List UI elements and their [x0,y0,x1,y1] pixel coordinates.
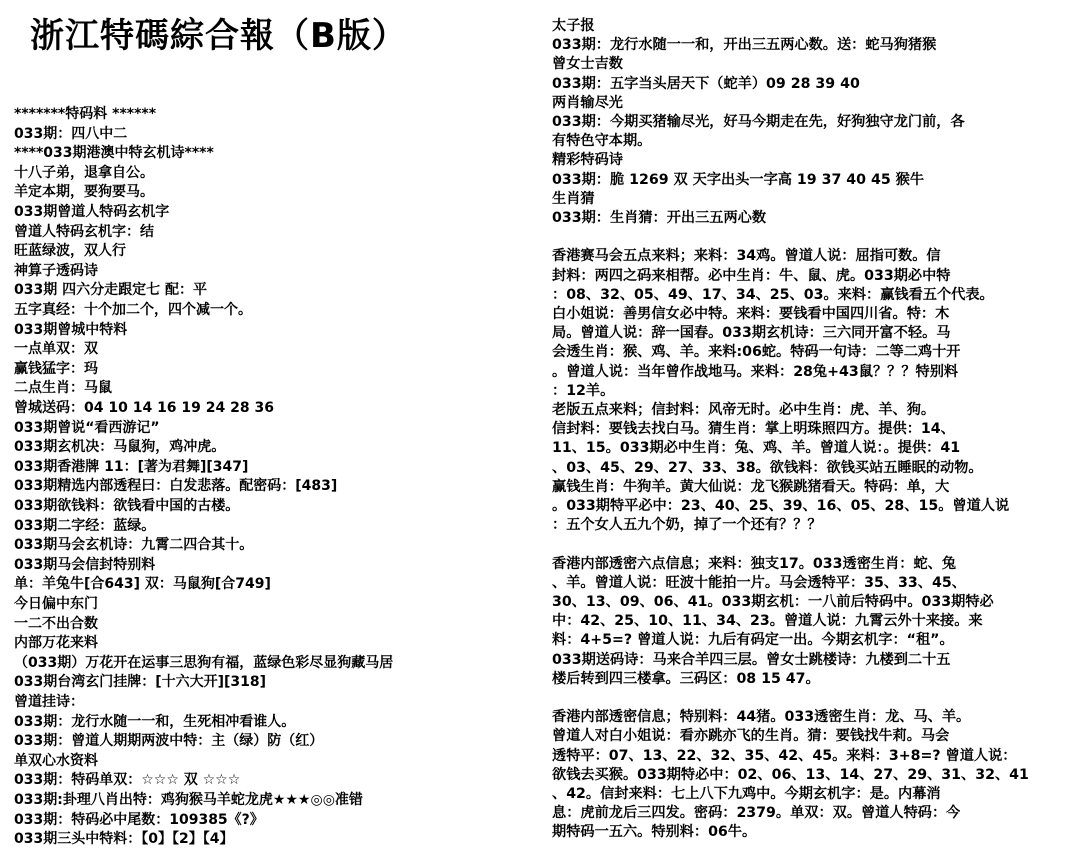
right-text-line: 料：4+5=? 曾道人说：九后有码定一出。今期玄机字：“租”。 [552,632,954,649]
right-text-line: 、42。信封来料：七上八下九鸡中。今期玄机字：是。内幕消 [552,786,941,802]
left-text-line: 今日偏中东门 [14,596,98,612]
left-text-line: 一二不出合数 [14,615,98,632]
right-text-line: 033期：脆 1269 双 天字出头一字高 19 37 40 45 猴牛 [552,171,925,188]
right-text-line: 欲钱去买猴。033期特必中：02、06、13、14、27、29、31、32、41 [552,766,1029,783]
right-text-line: ：12羊。 [552,382,615,399]
right-text-line: 有特色守本期。 [552,133,652,150]
right-text-line: 30、13、09、06、41。033期玄机：一八前后特码中。033期特必 [552,594,994,610]
right-text-line: 。033期特平必中：23、40、25、39、16、05、28、15。曾道人说 [552,498,1010,514]
right-text-line: 信封料：要钱去找白马。猜生肖：掌上明珠照四方。提供：14、 [552,421,955,438]
right-text-line: 033期：龙行水随一一和，开出三五两心数。送：蛇马狗猪猴 [552,37,937,54]
left-text-line: 033期：曾道人期期两波中特：主（绿）防（红） [14,733,324,750]
right-text-line: ：08、32、05、49、17、34、25、03。来料：赢钱看五个代表。 [552,286,994,303]
right-text-line: 局。曾道人说：辞一国春。033期玄机诗：三六同开富不轻。马 [552,325,951,342]
right-text-line: 。曾道人说：当年曾作战地马。来料：28兔+43鼠？？？特别料 [552,363,959,380]
right-text-line: 、03、45、29、27、33、38。欲钱料：欲钱买站五睡眠的动物。 [552,459,983,476]
right-text-line: 033期送码诗：马来合羊四三层。曾女士跳楼诗：九楼到二十五 [552,651,951,668]
right-text-line: 两肖输尽光 [552,94,623,111]
right-text-line: 息：虎前龙后三四发。密码：2379。单双：双。曾道人特码：今 [552,805,961,822]
left-text-line: 033期欲钱料：欲钱看中国的古楼。 [14,498,240,514]
right-text-line: 033期：今期买猪输尽光，好马今期走在先，好狗独守龙门前，各 [552,114,965,130]
right-text-line: 封料：两四之码来相帮。必中生肖：牛、鼠、虎。033期必中特 [552,267,951,284]
right-text-line: 曾道人对白小姐说：看亦跳亦飞的生肖。猜：要钱找牛莉。马会 [552,728,950,745]
right-text-line: 中：42、25、10、11、34、23。曾道人说：九霄云外十来接。来 [552,613,983,630]
left-text-line: 单：羊兔牛[合643] 双：马鼠狗[合749] [14,576,271,593]
left-text-line: 033期：特码单双：☆☆☆ 双 ☆☆☆ [14,772,241,789]
left-text-line: 033期曾城中特料 [14,321,128,338]
left-text-line: 033期马会玄机诗：九霄二四合其十。 [14,537,254,554]
left-text-line: *******特码料 ****** [14,106,157,122]
right-text-line: ：五个女人五九个奶，掉了一个还有？？？ [552,517,822,534]
left-text-line: 五字真经：十个加二个，四个减一个。 [14,302,252,318]
left-text-line: 033期 四六分走跟定七 配：平 [14,282,207,299]
left-text-line: 曾道人特码玄机字：结 [14,223,154,240]
right-text-line: 生肖猜 [552,190,595,207]
right-text-line: 期特码一五六。特别料：06牛。 [552,824,757,841]
right-text-line: 11、15。033期必中生肖：兔、鸡、羊。曾道人说：。提供：41 [552,440,961,457]
right-text-line: 老版五点来料；信封料：风帝无时。必中生肖：虎、羊、狗。 [552,402,936,418]
left-text-line: 033期马会信封特别料 [14,556,156,573]
left-text-line: 单双心水资料 [14,752,98,769]
left-text-line: 十八子弟，退拿自公。 [14,164,154,181]
left-text-line: （033期）万花开在运事三思狗有福，蓝绿色彩尽显狗藏马居 [14,654,394,671]
right-text-line: 香港内部透密信息；特别料：44猪。033透密生肖：龙、马、羊。 [552,709,971,726]
left-text-line: 033期二字经：蓝绿。 [14,517,156,534]
right-text-line: 曾女士吉数 [552,56,623,73]
left-text-line: 033期精选内部透程曰：白发悲落。配密码：[483] [14,478,338,495]
left-text-line: 旺蓝绿波，双人行 [14,243,126,260]
right-text-line: 033期：生肖猜：开出三五两心数 [552,210,767,226]
right-text-line: 赢钱生肖：牛狗羊。黄大仙说：龙飞猴跳猪看天。特码：单，大 [552,478,950,495]
left-text-line: 二点生肖：马鼠 [14,380,112,397]
right-text-line: 香港内部透密六点信息；来料：独支17。033透密生肖：蛇、兔 [552,555,957,572]
left-text-line: 033期:卦理八肖出特：鸡狗猴马羊蛇龙虎★★★◎◎准错 [14,792,363,808]
right-text-line: 透特平：07、13、22、32、35、42、45。来料：3+8=? 曾道人说： [552,747,1017,764]
left-text-line: 033期：龙行水随一一和，生死相冲看谁人。 [14,713,296,730]
right-text-line: 楼后转到四三楼拿。三码区：08 15 47。 [552,670,820,687]
left-text-line: ****033期港澳中特玄机诗**** [14,145,214,162]
right-text-line: 会透生肖：猴、鸡、羊。来料:06蛇。特码一句诗：二等二鸡十开 [552,344,961,361]
left-text-line: 神算子透码诗 [14,262,98,279]
left-text-line: 033期三头中特料：【0】【2】【4】 [14,831,234,848]
left-text-line: 033期台湾玄门挂牌：[十六大开][318] [14,674,267,691]
left-text-line: 一点单双：双 [14,341,98,358]
left-text-line: 033期：特码必中尾数：109385《?》 [14,811,264,828]
left-text-line: 033期玄机决：马鼠狗，鸡冲虎。 [14,439,226,456]
right-text-line: 白小姐说：善男信女必中特。来料：要钱看中国四川省。特：木 [552,306,950,322]
right-text-line: 精彩特码诗 [552,152,623,169]
page-title: 浙江特碼綜合報（B版） [30,16,407,56]
left-text-line: 曾道挂诗： [14,694,84,710]
left-text-line: 033期曾说“看西游记” [14,419,160,436]
left-text-line: 033期香港牌 11：[著为君舞][347] [14,458,249,475]
left-text-line: 033期曾道人特码玄机字 [14,204,170,220]
right-text-line: 太子报 [552,18,595,34]
left-text-line: 羊定本期，要狗要马。 [14,184,154,201]
left-text-line: 内部万花来料 [14,635,98,652]
right-text-line: 033期：五字当头居天下（蛇羊）09 28 39 40 [552,75,860,92]
left-text-line: 赢钱猛字：玛 [14,360,98,377]
left-text-line: 曾城送码：04 10 14 16 19 24 28 36 [14,400,274,416]
left-text-line: 033期：四八中二 [14,125,128,142]
right-text-line: 香港赛马会五点来料；来料：34鸡。曾道人说：屈指可数。信 [552,248,941,265]
right-text-line: 、羊。曾道人说：旺波十能拍一片。马会透特平：35、33、45、 [552,574,966,591]
